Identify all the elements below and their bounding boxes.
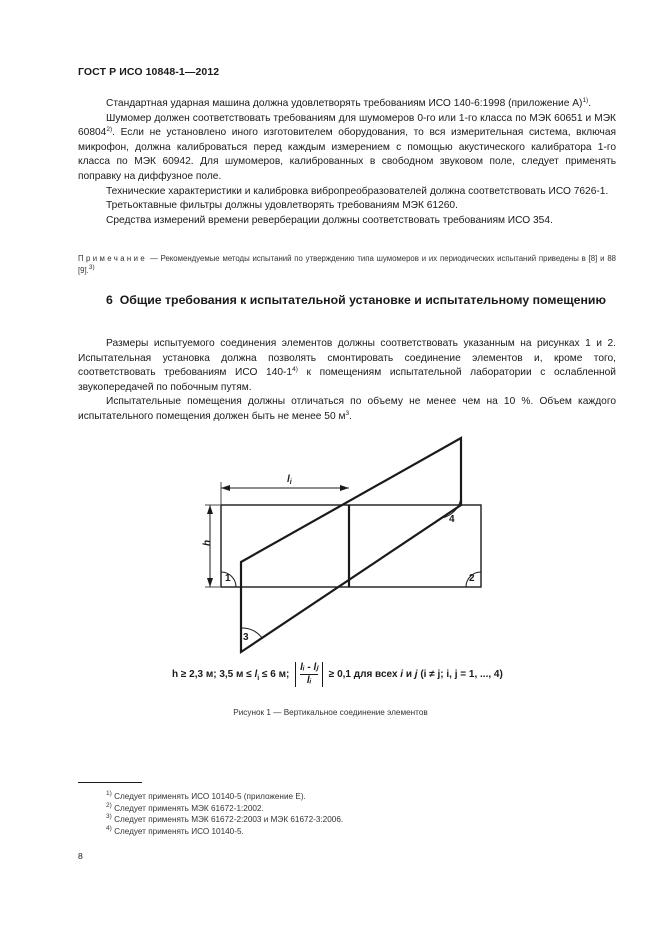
footnote: $^{2)}$ Следует применять МЭК 61672-1:2002.: [106, 801, 264, 813]
section-heading: [106, 292, 606, 308]
note-label: Примечание: [78, 254, 148, 263]
section-title: Общие требования к испытательной установке и испытательному помещению: [119, 293, 606, 307]
paragraph: Испытательные помещения должны отличаться по объему не менее чем на 10 %. Объем каждого испытательного помещения должен быть не менее 50 $м^3$.: [78, 396, 616, 422]
figure-formula: h ≥ 2,3 м; 3,5 $м \le l_i \le 6$ м; $\frac{\text{lᵢ - lⱼ}}{\text{lᵢ}}$ ≥ 0,1 для всех i и j (i ≠ j; i, j = 1, ..., 4): [172, 662, 503, 686]
footnote: $^{1)}$ Следует применять ИСО 10140-5 (приложение Е).: [106, 790, 306, 801]
page-number: 8: [78, 851, 83, 861]
paragraph: Размеры испытуемого соединения элементов должны соответствовать указанным на рисунках 1 и 2. Испытательная установка должна позволять смонтировать соединение элементов и, кроме того, соответствовать требованиям ИСО 140-1$^{4)}$ к помещениям испытательной лаборатории с ослабленной звукопередачей по побочным путям.: [78, 338, 616, 393]
note: Примечание — Рекомендуемые методы испытаний по утверждению типа шумомеров и их периодических испытаний приведены в [8] и 88 [9].$^{3)}$: [78, 254, 616, 275]
footnote: $^{4)}$ Следует применять ИСО 10140-5.: [106, 824, 244, 836]
requirements-paragraphs: [78, 97, 616, 228]
paragraph: Стандартная ударная машина должна удовлетворять требованиям ИСО 140-6:1998 (приложение А)$^{1)}$.: [106, 97, 592, 109]
note-text: — Рекомендуемые методы испытаний по утверждению типа шумомеров и их периодических испытаний приведены в [8] и 88 [9].: [78, 254, 616, 275]
width-label: $l_i$: [287, 474, 292, 486]
footnotes: [106, 791, 343, 837]
corner-label-3: 3: [243, 632, 249, 643]
figure-caption: Рисунок 1 — Вертикальное соединение элементов: [233, 708, 428, 717]
formula-fraction: $\frac{\text{lᵢ - lⱼ}}{\text{lᵢ}}$: [295, 662, 323, 687]
section-paragraphs: [78, 337, 616, 425]
paragraph: Средства измерений времени реверберации должны соответствовать требованиям ИСО 354.: [106, 214, 553, 226]
footnote-divider: [78, 782, 142, 783]
corner-label-4: 4: [449, 514, 455, 525]
corner-label-1: 1: [225, 573, 231, 584]
paragraph: Третьоктавные фильтры должны удовлетворять требованиям МЭК 61260.: [106, 200, 458, 212]
vertical-junction-figure: [170, 430, 500, 660]
document-header: ГОСТ Р ИСО 10848-1—2012: [78, 66, 220, 78]
corner-label-2: 2: [469, 573, 475, 584]
section-number: 6: [106, 293, 113, 307]
paragraph: Шумомер должен соответствовать требованиям для шумомеров 0-го или 1-го класса по МЭК 60651 и МЭК 60804$^{2)}$. Если не установлено иного изготовителем оборудования, то вся измерительная система, включая микрофон, должна калиброваться перед каждым измерением с помощью акустического калибратора 1-го класса по МЭК 60942. Для шумомеров, калиброванных в свободном звуковом поле, следует применять поправку на диффузное поле.: [78, 112, 616, 182]
inclined-element: [241, 438, 461, 652]
paragraph: Технические характеристики и калибровка вибропреобразователей должна соответствовать ИСО 7626-1.: [106, 185, 609, 197]
footnote: $^{3)}$ Следует применять МЭК 61672-2:2003 и МЭК 61672-3:2006.: [106, 813, 344, 825]
height-label: h: [202, 539, 213, 546]
